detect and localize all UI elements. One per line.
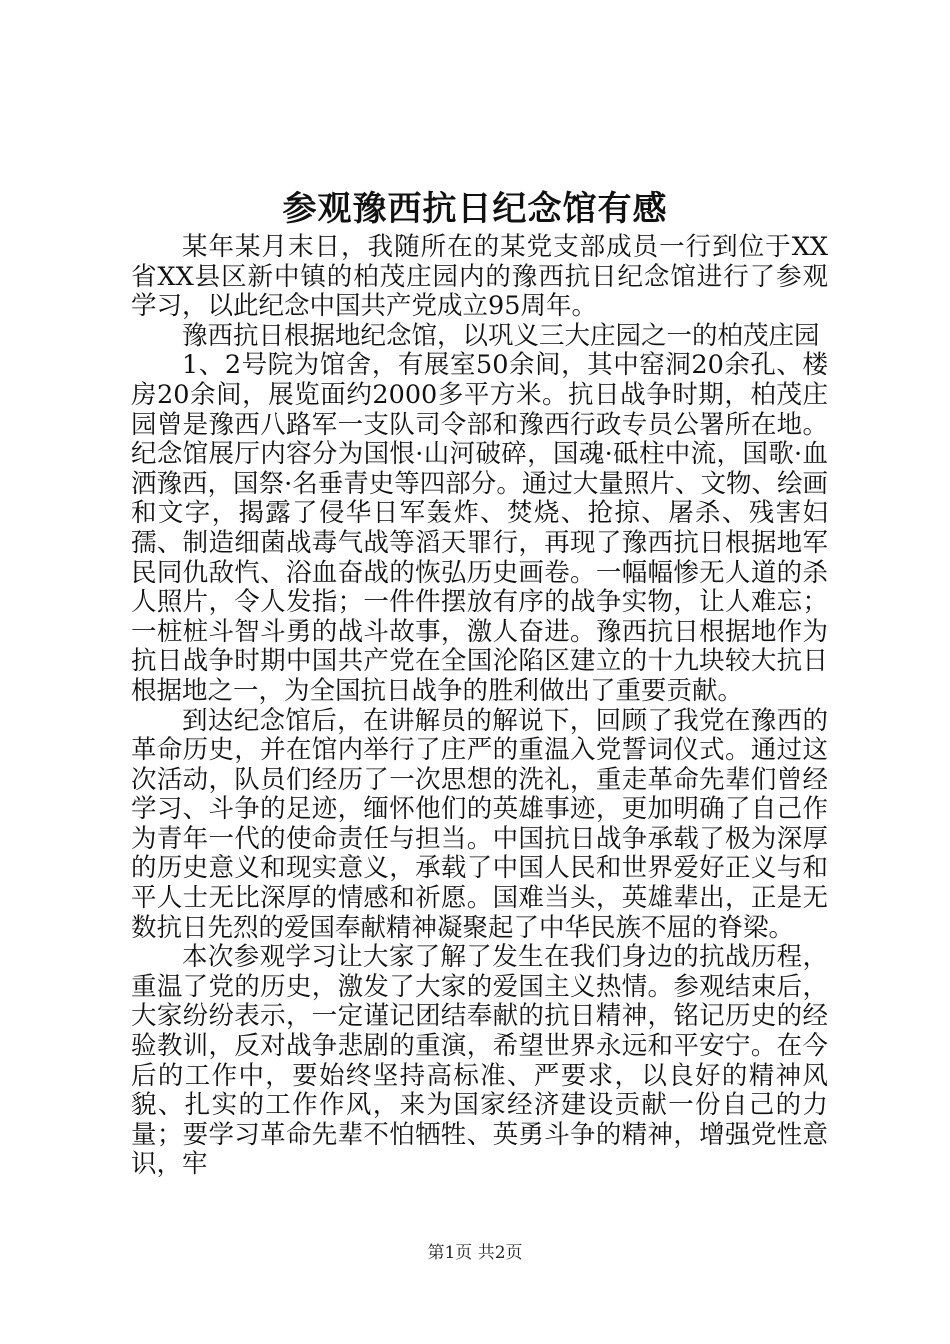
paragraph-conclusion: 本次参观学习让大家了解了发生在我们身边的抗战历程，重温了党的历史，激发了大家的爱国主义热情。参观结束后，大家纷纷表示，一定谨记团结奉献的抗日精神，铭记历史的经验教训，反对战争悲剧的重演，希望世界永远和平安宁。在今后的工作中，要始终坚持高标准、严要求，以良好的精神风貌、扎实的工作作风，来为国家经济建设贡献一份自己的力量；要学习革命先辈不怕牺牲、英勇斗争的精神，增强党性意识，牢: [131, 942, 828, 1180]
paragraph-museum-heading: 豫西抗日根据地纪念馆，以巩义三大庄园之一的柏茂庄园: [182, 320, 820, 351]
document-body: [131, 233, 828, 1180]
paragraph-visit-activity: 到达纪念馆后，在讲解员的解说下，回顾了我党在豫西的革命历史，并在馆内举行了庄严的重温入党誓词仪式。通过这次活动，队员们经历了一次思想的洗礼，重走革命先辈们曾经学习、斗争的足迹，缅怀他们的英雄事迹，更加明确了自己作为青年一代的使命责任与担当。中国抗日战争承载了极为深厚的历史意义和现实意义，承载了中国人民和世界爱好正义与和平人士无比深厚的情感和祈愿。国难当头，英雄辈出，正是无数抗日先烈的爱国奉献精神凝聚起了中华民族不屈的脊梁。: [131, 705, 828, 943]
paragraph-museum-description: 1、2号院为馆舍，有展室50余间，其中窑洞20余孔、楼房20余间，展览面约2000多平方米。抗日战争时期，柏茂庄园曾是豫西八路军一支队司令部和豫西行政专员公署所在地。纪念馆展厅内容分为国恨·山河破碎，国魂·砥柱中流，国歌·血洒豫西，国祭·名垂青史等四部分。通过大量照片、文物、绘画和文字，揭露了侵华日军轰炸、焚烧、抢掠、屠杀、残害妇孺、制造细菌战毒气战等滔天罪行，再现了豫西抗日根据地军民同仇敌忾、浴血奋战的恢弘历史画卷。一幅幅惨无人道的杀人照片，令人发指；一件件摆放有序的战争实物，让人难忘；一桩桩斗智斗勇的战斗故事，激人奋进。豫西抗日根据地作为抗日战争时期中国共产党在全国沦陷区建立的十九块较大抗日根据地之一，为全国抗日战争的胜利做出了重要贡献。: [131, 350, 828, 706]
paragraph-intro: 某年某月末日，我随所在的某党支部成员一行到位于XX省XX县区新中镇的柏茂庄园内的豫西抗日纪念馆进行了参观学习，以此纪念中国共产党成立95周年。: [131, 232, 828, 322]
page-number-footer: 第1页 共2页: [427, 1243, 523, 1263]
document-title: 参观豫西抗日纪念馆有感: [282, 189, 668, 229]
